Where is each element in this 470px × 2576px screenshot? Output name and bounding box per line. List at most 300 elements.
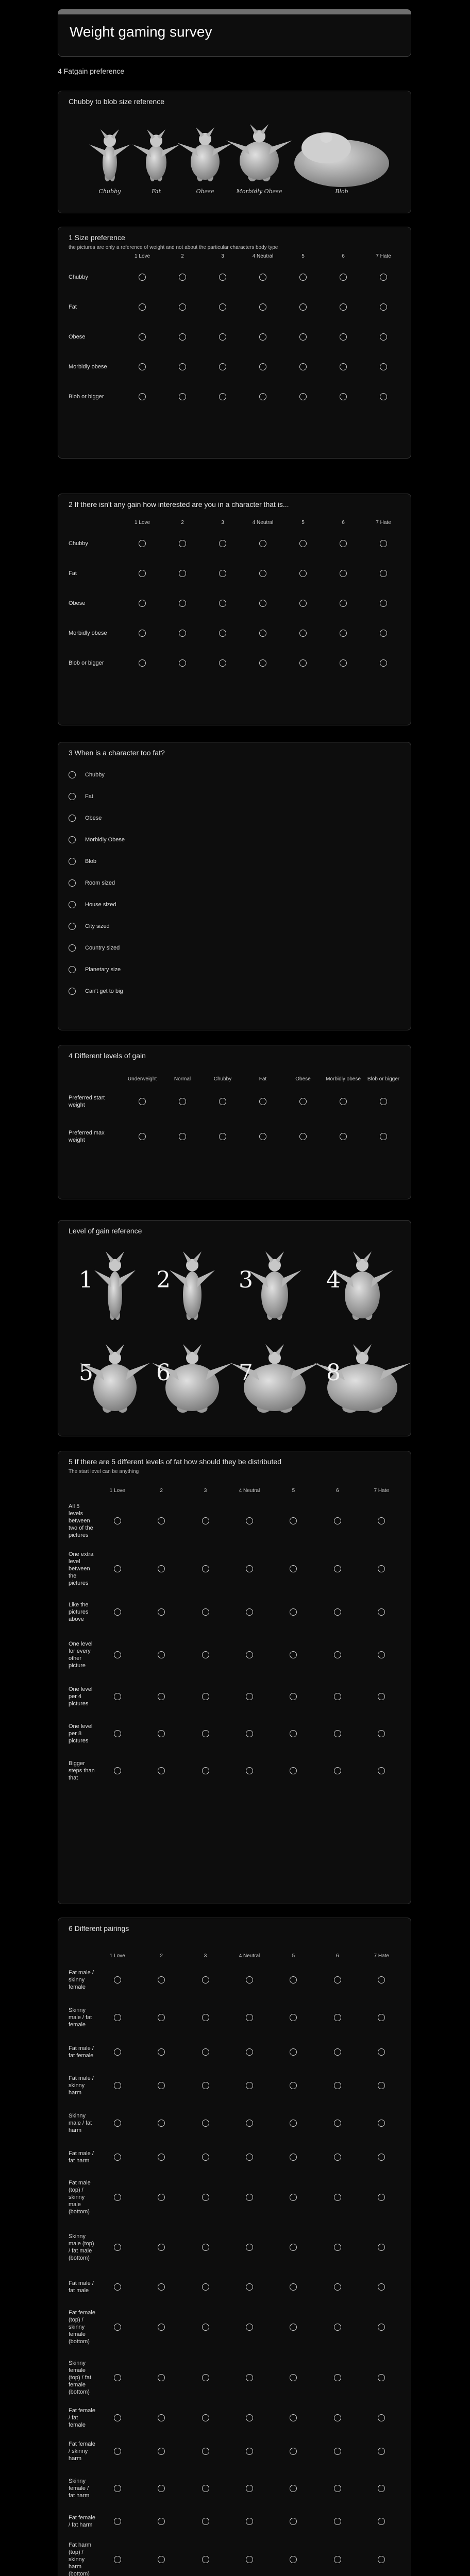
radio-button[interactable] — [334, 2048, 341, 2056]
radio-button[interactable] — [334, 2082, 341, 2089]
radio-button[interactable] — [69, 923, 76, 930]
radio-button[interactable] — [139, 630, 146, 637]
radio-button[interactable] — [202, 2374, 209, 2381]
radio-button[interactable] — [334, 2283, 341, 2291]
radio-button[interactable] — [179, 393, 186, 400]
grid-cell — [272, 2403, 315, 2433]
radio-button[interactable] — [290, 2154, 297, 2161]
radio-button[interactable] — [340, 363, 347, 370]
radio-button[interactable] — [299, 363, 307, 370]
radio-button[interactable] — [340, 570, 347, 577]
radio-button[interactable] — [299, 393, 307, 400]
radio-button[interactable] — [114, 2194, 121, 2201]
radio-button[interactable] — [139, 363, 146, 370]
radio-button[interactable] — [246, 2518, 253, 2525]
radio-button[interactable] — [378, 2324, 385, 2331]
radio-button[interactable] — [378, 1565, 385, 1572]
radio-button[interactable] — [246, 2283, 253, 2291]
radio-button[interactable] — [202, 1565, 209, 1572]
radio-button[interactable] — [69, 815, 76, 822]
radio-button[interactable] — [139, 1098, 146, 1105]
radio-button[interactable] — [202, 2518, 209, 2525]
grid-cell — [183, 2433, 227, 2470]
radio-button[interactable] — [114, 2283, 121, 2291]
radio-button[interactable] — [340, 600, 347, 607]
radio-button[interactable] — [158, 1565, 165, 1572]
radio-button[interactable] — [334, 1693, 341, 1700]
radio-button[interactable] — [246, 2154, 253, 2161]
radio-button[interactable] — [219, 600, 226, 607]
radio-button[interactable] — [158, 1608, 165, 1616]
radio-button[interactable] — [246, 1730, 253, 1737]
radio-button[interactable] — [380, 659, 387, 667]
radio-button[interactable] — [158, 1693, 165, 1700]
radio-button[interactable] — [334, 2014, 341, 2021]
radio-button[interactable] — [202, 1651, 209, 1658]
radio-button[interactable] — [334, 1608, 341, 1616]
radio-button[interactable] — [179, 600, 186, 607]
radio-button[interactable] — [158, 2194, 165, 2201]
radio-button[interactable] — [334, 2324, 341, 2331]
radio-button[interactable] — [202, 1767, 209, 1774]
radio-button[interactable] — [259, 630, 266, 637]
radio-button[interactable] — [340, 333, 347, 341]
radio-button[interactable] — [179, 540, 186, 547]
radio-button[interactable] — [219, 1098, 226, 1105]
radio-button[interactable] — [378, 2518, 385, 2525]
radio-button[interactable] — [259, 1133, 266, 1140]
radio-button[interactable] — [202, 2485, 209, 2492]
radio-button[interactable] — [299, 630, 307, 637]
radio-button[interactable] — [334, 1730, 341, 1737]
grid-row — [65, 352, 404, 382]
radio-button[interactable] — [334, 1767, 341, 1774]
radio-button[interactable] — [334, 2194, 341, 2201]
radio-button[interactable] — [202, 2244, 209, 2251]
radio-button[interactable] — [378, 1693, 385, 1700]
radio-button[interactable] — [290, 2244, 297, 2251]
radio-button[interactable] — [158, 2154, 165, 2161]
radio-button[interactable] — [219, 274, 226, 281]
radio-button[interactable] — [290, 2448, 297, 2455]
grid-cell — [315, 1962, 359, 1998]
radio-button[interactable] — [380, 393, 387, 400]
radio-button[interactable] — [158, 2283, 165, 2291]
radio-button[interactable] — [246, 2556, 253, 2563]
radio-button[interactable] — [158, 2448, 165, 2455]
radio-button[interactable] — [69, 901, 76, 908]
grid-cell — [243, 1085, 283, 1118]
radio-button[interactable] — [378, 2374, 385, 2381]
radio-button[interactable] — [290, 2556, 297, 2563]
radio-button[interactable] — [378, 2556, 385, 2563]
radio-button[interactable] — [290, 2518, 297, 2525]
radio-button[interactable] — [114, 1730, 121, 1737]
radio-button[interactable] — [290, 1730, 297, 1737]
grid-cell — [360, 1752, 404, 1789]
radio-button[interactable] — [259, 393, 266, 400]
radio-button[interactable] — [380, 1098, 387, 1105]
radio-button[interactable] — [290, 2485, 297, 2492]
radio-button[interactable] — [290, 2194, 297, 2201]
radio-button[interactable] — [158, 2374, 165, 2381]
radio-button[interactable] — [290, 1976, 297, 1984]
radio-button[interactable] — [290, 2048, 297, 2056]
option-row[interactable] — [58, 980, 411, 1002]
radio-button[interactable] — [158, 2014, 165, 2021]
radio-button[interactable] — [334, 2244, 341, 2251]
radio-button[interactable] — [378, 1976, 385, 1984]
radio-button[interactable] — [202, 1517, 209, 1524]
radio-button[interactable] — [246, 2485, 253, 2492]
radio-button[interactable] — [202, 1693, 209, 1700]
radio-button[interactable] — [179, 1133, 186, 1140]
radio-button[interactable] — [69, 966, 76, 973]
radio-button[interactable] — [114, 1976, 121, 1984]
radio-button[interactable] — [259, 540, 266, 547]
radio-button[interactable] — [179, 659, 186, 667]
radio-button[interactable] — [246, 2194, 253, 2201]
radio-button[interactable] — [246, 1767, 253, 1774]
radio-button[interactable] — [114, 2374, 121, 2381]
radio-button[interactable] — [259, 600, 266, 607]
radio-button[interactable] — [380, 1133, 387, 1140]
radio-button[interactable] — [202, 2414, 209, 2421]
radio-button[interactable] — [219, 540, 226, 547]
radio-button[interactable] — [158, 2048, 165, 2056]
radio-button[interactable] — [202, 1730, 209, 1737]
grid-cell — [183, 2223, 227, 2272]
radio-button[interactable] — [334, 1976, 341, 1984]
grid-row-label: All 5 levels between two of the pictures — [69, 1503, 93, 1538]
radio-button[interactable] — [114, 1693, 121, 1700]
radio-button[interactable] — [202, 2154, 209, 2161]
option-label: City sized — [85, 923, 110, 929]
radio-button[interactable] — [340, 630, 347, 637]
radio-button[interactable] — [219, 303, 226, 311]
grid-cell — [272, 1632, 315, 1678]
radio-button[interactable] — [290, 1608, 297, 1616]
radio-button[interactable] — [334, 1565, 341, 1572]
radio-button[interactable] — [202, 1976, 209, 1984]
radio-button[interactable] — [380, 540, 387, 547]
radio-button[interactable] — [246, 2014, 253, 2021]
radio-button[interactable] — [202, 2194, 209, 2201]
radio-button[interactable] — [340, 540, 347, 547]
radio-button[interactable] — [380, 333, 387, 341]
radio-button[interactable] — [378, 2082, 385, 2089]
radio-button[interactable] — [246, 2324, 253, 2331]
radio-button[interactable] — [299, 274, 307, 281]
radio-button[interactable] — [139, 540, 146, 547]
radio-button[interactable] — [202, 2048, 209, 2056]
grid-column-header: 3 — [204, 1488, 207, 1494]
radio-button[interactable] — [380, 303, 387, 311]
radio-button[interactable] — [290, 1767, 297, 1774]
radio-button[interactable] — [290, 2414, 297, 2421]
question-title: 3 When is a character too fat? — [69, 749, 165, 757]
radio-button[interactable] — [259, 303, 266, 311]
radio-button[interactable] — [334, 2448, 341, 2455]
radio-button[interactable] — [139, 659, 146, 667]
radio-button[interactable] — [340, 393, 347, 400]
radio-button[interactable] — [290, 2120, 297, 2127]
grid-cell — [360, 2104, 404, 2142]
radio-button[interactable] — [380, 274, 387, 281]
radio-button[interactable] — [139, 274, 146, 281]
radio-button[interactable] — [139, 333, 146, 341]
radio-button[interactable] — [290, 1565, 297, 1572]
radio-button[interactable] — [202, 1608, 209, 1616]
radio-button[interactable] — [334, 1651, 341, 1658]
grid-row-label: Obese — [69, 334, 86, 340]
radio-button[interactable] — [202, 2120, 209, 2127]
radio-button[interactable] — [114, 2082, 121, 2089]
radio-button[interactable] — [334, 2120, 341, 2127]
radio-button[interactable] — [114, 2556, 121, 2563]
radio-button[interactable] — [219, 570, 226, 577]
radio-button[interactable] — [69, 944, 76, 952]
radio-button[interactable] — [179, 630, 186, 637]
radio-button[interactable] — [202, 2283, 209, 2291]
grid-row-label: Fat female / fat female — [69, 2408, 95, 2428]
radio-button[interactable] — [334, 2556, 341, 2563]
grid-cell — [227, 2272, 271, 2302]
radio-button[interactable] — [299, 333, 307, 341]
radio-button[interactable] — [114, 2324, 121, 2331]
radio-button[interactable] — [380, 630, 387, 637]
radio-button[interactable] — [334, 1517, 341, 1524]
radio-button[interactable] — [114, 2485, 121, 2492]
radio-button[interactable] — [158, 2414, 165, 2421]
radio-button[interactable] — [378, 2448, 385, 2455]
radio-button[interactable] — [139, 600, 146, 607]
radio-button[interactable] — [334, 2154, 341, 2161]
radio-button[interactable] — [246, 1976, 253, 1984]
radio-button[interactable] — [378, 1651, 385, 1658]
radio-button[interactable] — [378, 2048, 385, 2056]
radio-button[interactable] — [202, 2448, 209, 2455]
radio-button[interactable] — [69, 771, 76, 778]
radio-button[interactable] — [378, 2485, 385, 2492]
radio-button[interactable] — [299, 1098, 307, 1105]
radio-button[interactable] — [334, 2374, 341, 2381]
radio-button[interactable] — [259, 1098, 266, 1105]
radio-button[interactable] — [340, 274, 347, 281]
radio-button[interactable] — [114, 1565, 121, 1572]
radio-button[interactable] — [114, 1517, 121, 1524]
radio-button[interactable] — [179, 333, 186, 341]
radio-button[interactable] — [158, 1730, 165, 1737]
radio-button[interactable] — [246, 1565, 253, 1572]
radio-button[interactable] — [114, 2244, 121, 2251]
radio-button[interactable] — [290, 1651, 297, 1658]
grid-row — [65, 1998, 404, 2037]
radio-button[interactable] — [219, 363, 226, 370]
radio-button[interactable] — [380, 363, 387, 370]
option-row[interactable] — [58, 829, 411, 851]
radio-button[interactable] — [69, 858, 76, 865]
radio-button[interactable] — [290, 2324, 297, 2331]
radio-button[interactable] — [290, 2014, 297, 2021]
radio-button[interactable] — [158, 2324, 165, 2331]
radio-button[interactable] — [179, 570, 186, 577]
option-row[interactable] — [58, 807, 411, 829]
radio-button[interactable] — [139, 570, 146, 577]
radio-button[interactable] — [340, 303, 347, 311]
radio-button[interactable] — [219, 393, 226, 400]
radio-button[interactable] — [340, 1098, 347, 1105]
radio-button[interactable] — [219, 333, 226, 341]
radio-button[interactable] — [158, 1651, 165, 1658]
option-row[interactable] — [58, 851, 411, 872]
radio-button[interactable] — [158, 1976, 165, 1984]
radio-button[interactable] — [378, 1730, 385, 1737]
radio-button[interactable] — [219, 630, 226, 637]
radio-button[interactable] — [290, 1517, 297, 1524]
radio-button[interactable] — [246, 2448, 253, 2455]
radio-button[interactable] — [158, 1767, 165, 1774]
radio-button[interactable] — [114, 1608, 121, 1616]
grid-cell — [183, 1998, 227, 2037]
radio-button[interactable] — [69, 879, 76, 887]
radio-button[interactable] — [114, 2154, 121, 2161]
radio-button[interactable] — [290, 2082, 297, 2089]
grid-column-header: 4 Neutral — [239, 1953, 260, 1959]
radio-button[interactable] — [219, 1133, 226, 1140]
radio-button[interactable] — [114, 1767, 121, 1774]
radio-button[interactable] — [179, 363, 186, 370]
radio-button[interactable] — [378, 1517, 385, 1524]
grid-cell — [272, 2536, 315, 2576]
radio-button[interactable] — [179, 303, 186, 311]
radio-button[interactable] — [259, 333, 266, 341]
radio-button[interactable] — [246, 1693, 253, 1700]
question-title: 4 Different levels of gain — [69, 1052, 146, 1060]
radio-button[interactable] — [114, 1651, 121, 1658]
radio-button[interactable] — [334, 2485, 341, 2492]
option-row[interactable] — [58, 916, 411, 937]
radio-button[interactable] — [378, 2414, 385, 2421]
radio-button[interactable] — [259, 274, 266, 281]
option-row[interactable] — [58, 786, 411, 807]
radio-button[interactable] — [299, 600, 307, 607]
radio-button[interactable] — [299, 1133, 307, 1140]
radio-button[interactable] — [114, 2048, 121, 2056]
option-row[interactable] — [58, 764, 411, 786]
radio-button[interactable] — [378, 1608, 385, 1616]
radio-button[interactable] — [246, 2120, 253, 2127]
radio-button[interactable] — [290, 2283, 297, 2291]
radio-button[interactable] — [299, 540, 307, 547]
radio-button[interactable] — [299, 303, 307, 311]
grid-cell — [323, 292, 363, 322]
radio-button[interactable] — [246, 2082, 253, 2089]
grid-corner — [65, 1485, 95, 1497]
radio-button[interactable] — [378, 2154, 385, 2161]
radio-button[interactable] — [334, 2414, 341, 2421]
radio-button[interactable] — [246, 1517, 253, 1524]
radio-button[interactable] — [340, 1133, 347, 1140]
option-row[interactable] — [58, 959, 411, 980]
radio-button[interactable] — [246, 1651, 253, 1658]
radio-button[interactable] — [158, 2556, 165, 2563]
radio-button[interactable] — [219, 659, 226, 667]
radio-button[interactable] — [114, 2120, 121, 2127]
radio-button[interactable] — [246, 1608, 253, 1616]
radio-button[interactable] — [139, 1133, 146, 1140]
radio-button[interactable] — [246, 2048, 253, 2056]
radio-button[interactable] — [380, 600, 387, 607]
radio-button[interactable] — [246, 2414, 253, 2421]
radio-button[interactable] — [259, 570, 266, 577]
option-row[interactable] — [58, 872, 411, 894]
radio-button[interactable] — [158, 2485, 165, 2492]
option-row[interactable] — [58, 937, 411, 959]
radio-button[interactable] — [114, 2414, 121, 2421]
radio-button[interactable] — [259, 659, 266, 667]
option-row[interactable] — [58, 894, 411, 916]
grid-cell — [272, 2067, 315, 2104]
radio-button[interactable] — [246, 2244, 253, 2251]
radio-button[interactable] — [114, 2014, 121, 2021]
radio-button[interactable] — [380, 570, 387, 577]
radio-button[interactable] — [378, 2120, 385, 2127]
radio-button[interactable] — [158, 2244, 165, 2251]
survey-title: Weight gaming survey — [70, 24, 212, 40]
grid-cell — [183, 1592, 227, 1632]
grid-cell — [203, 1118, 243, 1155]
radio-button[interactable] — [378, 2283, 385, 2291]
radio-button[interactable] — [202, 2014, 209, 2021]
radio-button[interactable] — [114, 2518, 121, 2525]
size-caption: Fat — [152, 188, 161, 195]
radio-button[interactable] — [139, 303, 146, 311]
grid-cell — [183, 1752, 227, 1789]
radio-button[interactable] — [259, 363, 266, 370]
radio-button[interactable] — [378, 2194, 385, 2201]
level-number: 5 — [79, 1360, 93, 1386]
radio-button[interactable] — [158, 1517, 165, 1524]
radio-button[interactable] — [378, 1767, 385, 1774]
radio-button[interactable] — [202, 2556, 209, 2563]
radio-button[interactable] — [158, 2082, 165, 2089]
radio-button[interactable] — [340, 659, 347, 667]
radio-button[interactable] — [139, 393, 146, 400]
radio-button[interactable] — [69, 988, 76, 995]
radio-button[interactable] — [378, 2014, 385, 2021]
radio-button[interactable] — [290, 1693, 297, 1700]
radio-button[interactable] — [179, 1098, 186, 1105]
radio-button[interactable] — [158, 2518, 165, 2525]
radio-button[interactable] — [202, 2082, 209, 2089]
size-caption: Obese — [196, 188, 214, 195]
radio-button[interactable] — [290, 2374, 297, 2381]
radio-button[interactable] — [246, 2374, 253, 2381]
radio-button[interactable] — [299, 659, 307, 667]
grid-cell — [272, 2507, 315, 2536]
radio-button[interactable] — [158, 2120, 165, 2127]
radio-button[interactable] — [69, 793, 76, 800]
radio-button[interactable] — [114, 2448, 121, 2455]
radio-button[interactable] — [299, 570, 307, 577]
radio-button[interactable] — [378, 2244, 385, 2251]
radio-button[interactable] — [179, 274, 186, 281]
radio-button[interactable] — [202, 2324, 209, 2331]
radio-button[interactable] — [334, 2518, 341, 2525]
radio-button[interactable] — [69, 836, 76, 843]
grid-cell — [122, 352, 162, 382]
